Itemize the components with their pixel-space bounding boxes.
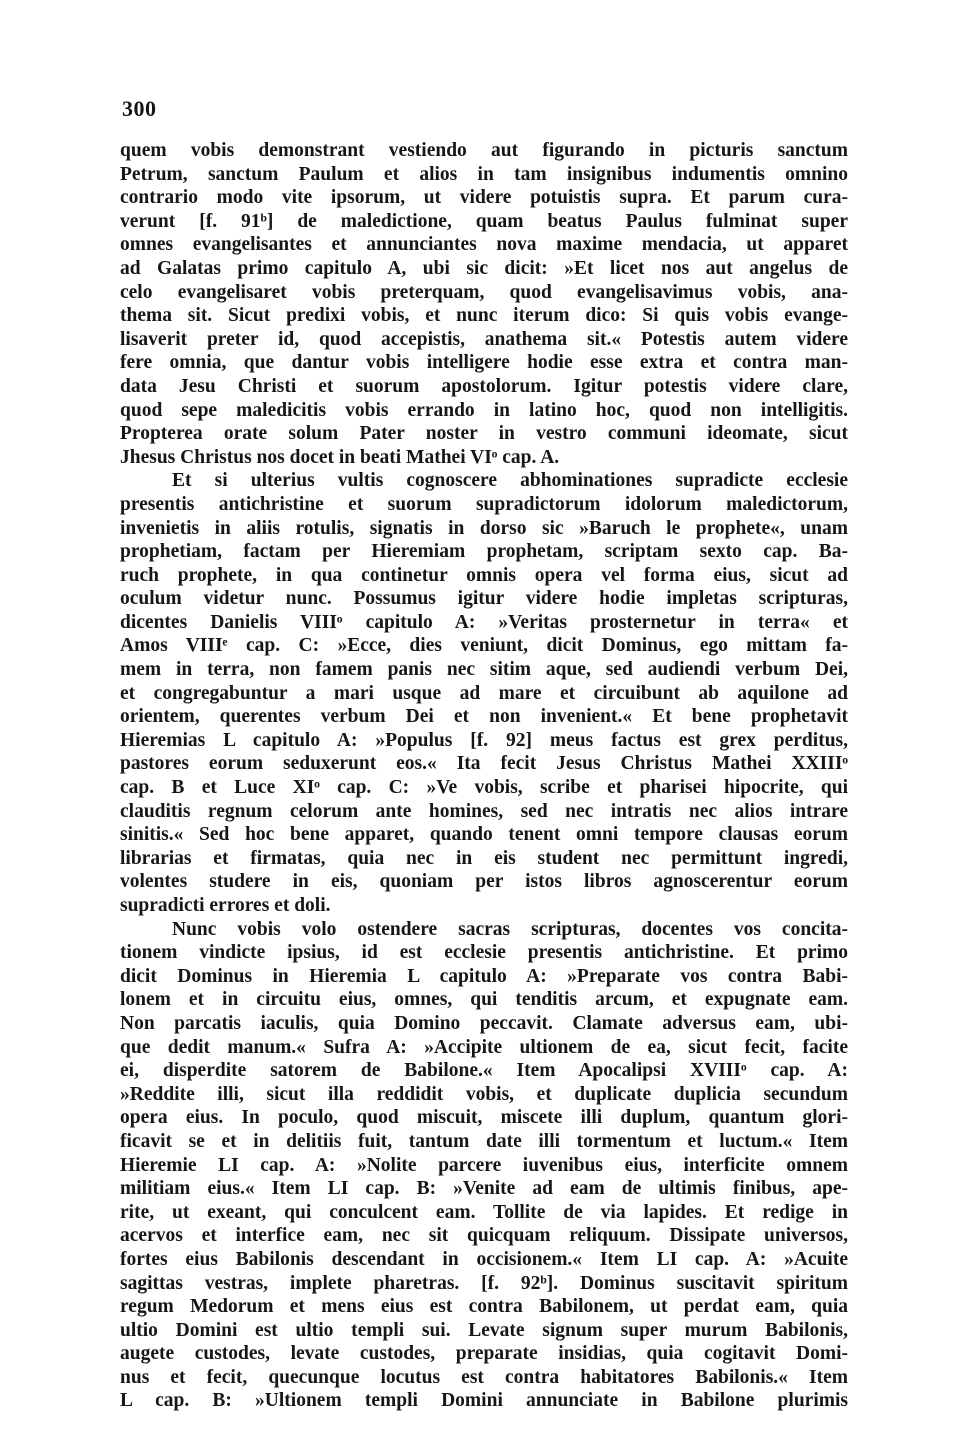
text-line: Jhesus Christus nos docet in beati Mathei VIᵒ cap. A.	[120, 446, 560, 468]
text-line: sinitis.« Sed hoc bene apparet, quando tenent omni tempore clausas eorum	[120, 824, 848, 846]
text-line: orientem, querentes verbum Dei et non invenient.« Et bene prophetavit	[120, 706, 848, 728]
text-line: contrario modo vite ipsorum, ut videre potuistis supra. Et parum cura-	[120, 187, 848, 209]
text-line: celo evangelisaret vobis preterquam, quod evangelisavimus vobis, ana-	[120, 281, 848, 303]
text-line: augete custodes, levate custodes, preparate insidias, quia cogitavit Domi-	[120, 1343, 848, 1365]
text-line: nus et fecit, quecunque locutus est contra habitatores Babilonis.« Item	[120, 1366, 848, 1388]
text-line: »Reddite illi, sicut illa reddidit vobis, et duplicate duplicia secundum	[120, 1083, 848, 1105]
text-line: Hieremias L capitulo A: »Populus [f. 92] meus factus est grex perditus,	[120, 729, 848, 751]
text-line: quem vobis demonstrant vestiendo aut figurando in picturis sanctum	[120, 140, 848, 161]
text-line: militiam eius.« Item LI cap. B: »Venite ad eam de ultimis finibus, ape-	[120, 1178, 848, 1200]
text-line: ruch prophete, in qua continetur omnis opera vel forma eius, sicut ad	[120, 564, 848, 586]
text-line: opera eius. In poculo, quod miscuit, miscete illi duplum, quantum glori-	[120, 1107, 848, 1129]
text-line: dicentes Danielis VIIIᵒ capitulo A: »Veritas prosternetur in terra« et	[120, 611, 848, 633]
text-line: que dedit manum.« Sufra A: »Accipite ultionem de ea, sicut fecit, facite	[120, 1036, 848, 1058]
text-line: ad Galatas primo capitulo A, ubi sic dicit: »Et licet nos aut angelus de	[120, 257, 848, 279]
text-line: presentis antichristine et suorum supradictorum idolorum maledictorum,	[120, 493, 848, 515]
body-text	[120, 139, 848, 1437]
text-line: sagittas vestras, implete pharetras. [f. 92ᵇ]. Dominus suscitavit spiritum	[120, 1272, 848, 1294]
text-line: Propterea orate solum Pater noster in vestro communi ideomate, sicut	[120, 423, 848, 445]
text-line: dicit Dominus in Hieremia L capitulo A: »Preparate vos contra Babi-	[120, 965, 848, 987]
text-line: ei, disperdite satorem de Babilone.« Item Apocalipsi XVIIIᵒ cap. A:	[120, 1060, 848, 1082]
text-line: et congregabuntur a mari usque ad mare et circuibunt ab aquilone ad	[120, 682, 848, 704]
text-line: ultio Domini est ultio templi sui. Levate signum super murum Babilonis,	[120, 1319, 848, 1341]
text-line: volentes studere in eis, quoniam per istos libros agnoscerentur eorum	[120, 871, 848, 893]
text-line: Hieremie LI cap. A: »Nolite parcere iuvenibus eius, interficite omnem	[120, 1154, 848, 1176]
text-line: librarias et firmatas, quia nec in eis student nec permittunt ingredi,	[120, 847, 848, 869]
text-line: regum Medorum et mens eius est contra Babilonem, ut perdat eam, quia	[120, 1296, 848, 1318]
text-line: thema sit. Sicut predixi vobis, et nunc iterum dico: Si quis vobis evange-	[120, 305, 848, 327]
text-line: quod sepe maledicitis vobis errando in latino hoc, quod non intelligitis.	[120, 399, 848, 421]
text-line: acervos et interfice eam, nec sit quicquam reliquum. Dissipate universos,	[120, 1225, 848, 1247]
text-line: fere omnia, que dantur vobis intelligere hodie esse extra et contra man-	[120, 352, 848, 374]
text-line: lisaverit preter id, quod accepistis, anathema sit.« Potestis autem videre	[120, 328, 848, 350]
text-line: omnes evangelisantes et annunciantes nova maxime mendacia, ut apparet	[120, 234, 848, 256]
text-line: Amos VIIIᵉ cap. C: »Ecce, dies veniunt, dicit Dominus, ego mittam fa-	[120, 635, 848, 657]
text-line: cap. B et Luce XIᵒ cap. C: »Ve vobis, scribe et pharisei hipocrite, qui	[120, 777, 848, 799]
text-line: mem in terra, non famem panis nec sitim aque, sed audiendi verbum Dei,	[120, 659, 848, 681]
text-line: tionem vindicte ipsius, id est ecclesie presentis antichristine. Et primo	[120, 942, 848, 964]
text-line: lonem et in circuitu eius, omnes, qui tenditis arcum, et expugnate eam.	[120, 989, 848, 1011]
text-line	[120, 1413, 848, 1437]
text-line: Petrum, sanctum Paulum et alios in tam insignibus indumentis omnino	[120, 163, 848, 185]
text-line: supradicti errores et doli.	[120, 895, 331, 916]
text-line: Non parcatis iaculis, quia Domino peccavit. Clamate adversus eam, ubi-	[120, 1012, 848, 1034]
text-line: ficavit se et in delitiis fuit, tantum date illi tormentum et luctum.« Item	[120, 1130, 848, 1152]
text-line: clauditis regnum celorum ante homines, sed nec intratis nec alios intrare	[120, 800, 848, 822]
text-line: invenietis in aliis rotulis, signatis in dorso sic »Baruch le prophete«, unam	[120, 517, 848, 539]
text-line: verunt [f. 91ᵇ] de maledictione, quam beatus Paulus fulminat super	[120, 210, 848, 232]
page-number: 300	[122, 96, 157, 121]
text-line: rite, ut exeant, qui conculcent eam. Tollite de via lapides. Et redige in	[120, 1201, 848, 1223]
text-line: Et si ulterius vultis cognoscere abhominationes supradicte ecclesie	[172, 470, 848, 492]
text-line: prophetiam, factam per Hieremiam prophetam, scriptam sexto cap. Ba-	[120, 541, 848, 563]
text-line: data Jesu Christi et suorum apostolorum. Igitur potestis videre clare,	[120, 375, 848, 397]
text-line: Nunc vobis volo ostendere sacras scripturas, docentes vos concita-	[172, 918, 848, 940]
text-line: fortes eius Babilonis descendant in occisionem.« Item LI cap. A: »Acuite	[120, 1248, 848, 1270]
text-line: pastores eorum seduxerunt eos.« Ita fecit Jesus Christus Mathei XXIIIᵒ	[120, 753, 848, 775]
text-line: L cap. B: »Ultionem templi Domini annunciate in Babilone plurimis	[120, 1390, 848, 1412]
text-line: oculum videtur nunc. Possumus igitur videre hodie impletas scripturas,	[120, 588, 848, 610]
